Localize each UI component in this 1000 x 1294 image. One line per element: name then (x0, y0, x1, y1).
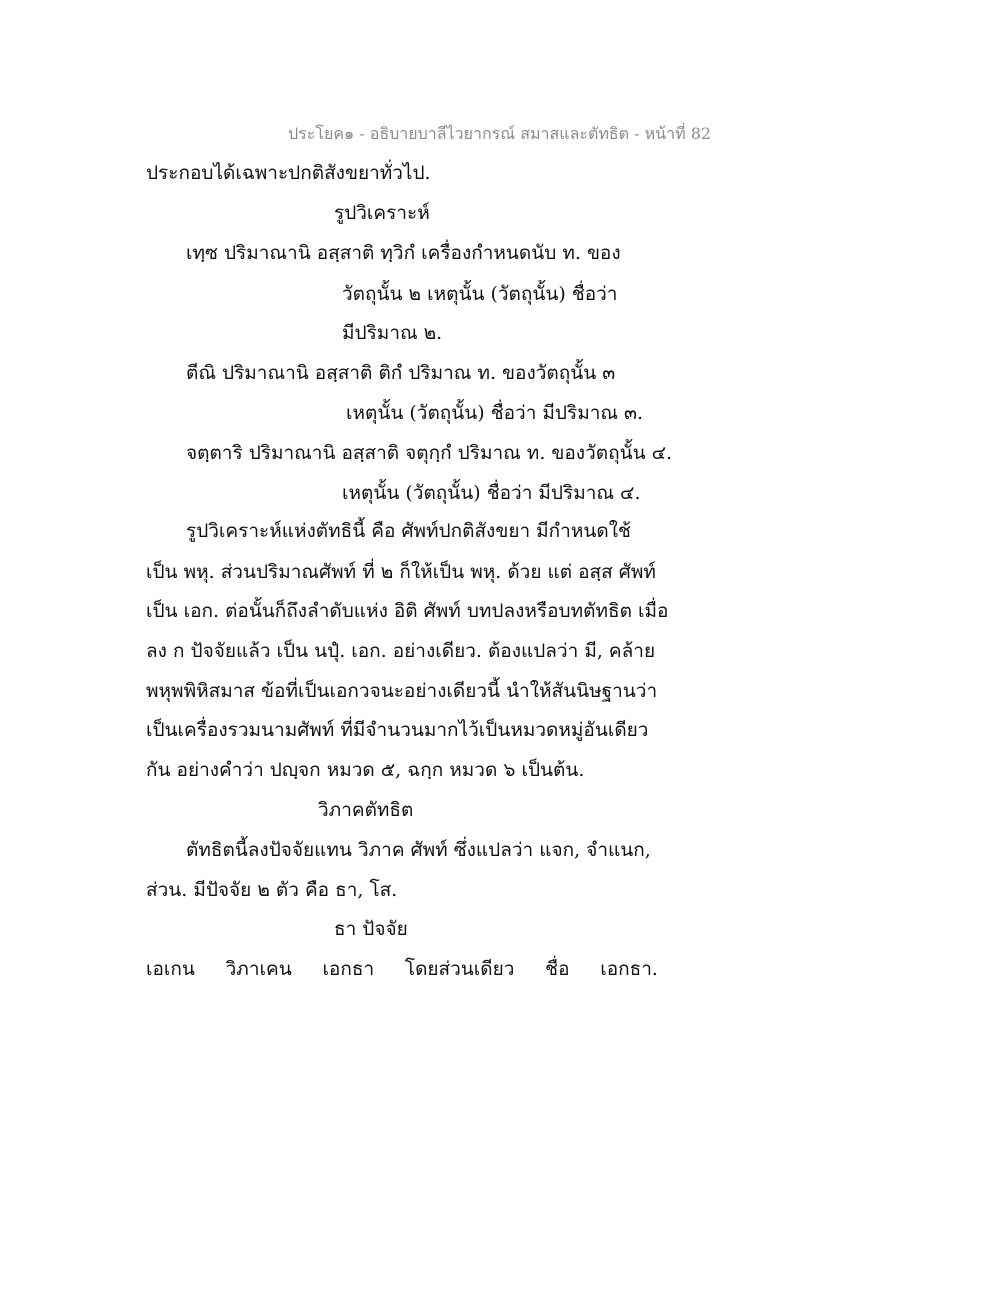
section-heading: วิภาคตัทธิต (318, 799, 414, 821)
text-line: วัตถุนั้น ๒ เหตุนั้น (วัตถุนั้น) ชื่อว่า (342, 283, 618, 305)
text-line: ส่วน. มีปัจจัย ๒ ตัว คือ ธา, โส. (146, 879, 398, 901)
word: ชื่อ (545, 958, 570, 980)
word: เอกธา. (600, 958, 658, 980)
text-line: รูปวิเคราะห์แห่งตัทธินี้ คือ ศัพท์ปกติสังขยา มีกำหนดใช้ (186, 520, 631, 542)
text-line: พหุพพิหิสมาส ข้อที่เป็นเอกวจนะอย่างเดียวนี้ นำให้สันนิษฐานว่า (146, 680, 658, 702)
text-line: ลง ก ปัจจัยแล้ว เป็น นปุํ. เอก. อย่างเดียว. ต้องแปลว่า มี, คล้าย (146, 640, 656, 662)
text-line: จตฺตาริ ปริมาณานิ อสฺสาติ จตุกฺกํ ปริมาณ ท. ของวัตถุนั้น ๔. (186, 442, 673, 464)
text-line: เทฺซ ปริมาณานิ อสฺสาติ ทฺวิกํ เครื่องกำหนดนับ ท. ของ (186, 242, 621, 264)
text-line: ตัทธิตนี้ลงปัจจัยแทน วิภาค ศัพท์ ซึ่งแปลว่า แจก, จำแนก, (186, 839, 651, 861)
text-line: ประกอบได้เฉพาะปกติสังขยาทั่วไป. (146, 162, 431, 184)
text-line: เหตุนั้น (วัตถุนั้น) ชื่อว่า มีปริมาณ ๔. (342, 482, 641, 504)
text-line: เป็นเครื่องรวมนามศัพท์ ที่มีจำนวนมากไว้เป็นหมวดหมู่อันเดียว (146, 719, 649, 741)
running-header: ประโยค๑ - อธิบายบาลีไวยากรณ์ สมาสและตัทธิต - หน้าที่ 82 (288, 124, 712, 143)
word: เอเกน (146, 958, 195, 980)
text-line: ตีณิ ปริมาณานิ อสฺสาติ ติกํ ปริมาณ ท. ของวัตถุนั้น ๓ (186, 362, 616, 384)
section-heading: ธา ปัจจัย (334, 918, 408, 940)
word: โดยส่วนเดียว (404, 958, 515, 980)
text-line: เป็น พหุ. ส่วนปริมาณศัพท์ ที่ ๒ ก็ให้เป็น พหุ. ด้วย แต่ อสฺส ศัพท์ (146, 561, 656, 583)
text-line: กัน อย่างคำว่า ปญฺจก หมวด ๕, ฉกฺก หมวด ๖ เป็นต้น. (146, 759, 585, 781)
text-line-justified (146, 956, 658, 982)
section-heading: รูปวิเคราะห์ (334, 202, 430, 224)
text-line: มีปริมาณ ๒. (342, 322, 443, 344)
word: เอกธา (322, 958, 375, 980)
word: วิภาเคน (225, 958, 292, 980)
text-line: เป็น เอก. ต่อนั้นก็ถึงลำดับแห่ง อิติ ศัพท์ บทปลงหรือบทตัทธิต เมื่อ (146, 600, 669, 622)
text-line: เหตุนั้น (วัตถุนั้น) ชื่อว่า มีปริมาณ ๓. (346, 402, 644, 424)
